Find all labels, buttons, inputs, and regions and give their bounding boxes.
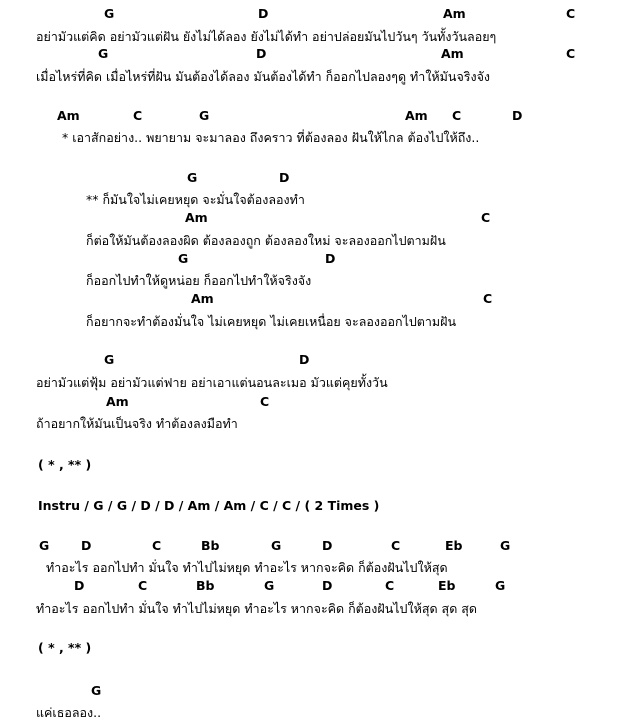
chord: C	[481, 210, 491, 225]
chord: C	[452, 108, 462, 123]
lyric-line: เมื่อไหร่ที่คิด เมื่อไหร่ที่ฝัน มันต้องได้ลอง มันต้องได้ทำ ก็ออกไปลองๆดู ทำให้มันจริงจัง	[36, 69, 491, 84]
chord: Eb	[438, 578, 456, 593]
chord: C	[260, 394, 270, 409]
chord: D	[322, 538, 333, 553]
chord: C	[566, 46, 576, 61]
chord: D	[279, 170, 290, 185]
chord: Bb	[196, 578, 215, 593]
chord: Am	[441, 46, 464, 61]
chord: Bb	[201, 538, 220, 553]
chord: G	[187, 170, 198, 185]
chord: Am	[405, 108, 428, 123]
chord: G	[39, 538, 50, 553]
chord: G	[199, 108, 210, 123]
lyric-line: ทำอะไร ออกไปทำ มั่นใจ ทำไปไม่หยุด ทำอะไร หากจะคิด ก็ต้องฝันไปให้สุด สุด สุด	[36, 601, 478, 616]
chord: D	[299, 352, 310, 367]
lyric-line: ก็ต่อให้มันต้องลองผิด ต้องลองถูก ต้องลองใหม่ จะลองออกไปตามฝัน	[86, 233, 446, 248]
chord: G	[264, 578, 275, 593]
lyric-line: อย่ามัวแต่คิด อย่ามัวแต่ฝัน ยังไม่ได้ลอง ยังไม่ได้ทำ อย่าปล่อยมันไปวันๆ วันทั้งวันลอยๆ	[36, 29, 497, 44]
lyric-line: ก็ออกไปทำให้ดูหน่อย ก็ออกไปทำให้จริงจัง	[86, 273, 312, 288]
chord: C	[138, 578, 148, 593]
lyric-line: * เอาสักอย่าง.. พยายาม จะมาลอง ถึงคราว ที่ต้องลอง ฝันให้ไกล ต้องไปให้ถึง..	[62, 130, 480, 145]
chord: C	[385, 578, 395, 593]
chord: C	[391, 538, 401, 553]
chord: Am	[106, 394, 129, 409]
repeat-label: ( * , ** )	[38, 457, 92, 472]
chord: D	[256, 46, 267, 61]
chord: D	[322, 578, 333, 593]
chord: G	[500, 538, 511, 553]
chord: G	[495, 578, 506, 593]
lyric-line: ** ก็มันใจไม่เคยหยุด จะมั่นใจต้องลองทำ	[86, 192, 305, 207]
lyric-line: อย่ามัวแต่ฟุ้ม อย่ามัวแต่ฟาย อย่าเอาแต่นอนละเมอ มัวแต่คุยทั้งวัน	[36, 375, 388, 390]
chord: D	[74, 578, 85, 593]
lyric-line: แค่เธอลอง..	[36, 705, 102, 720]
chord: C	[133, 108, 143, 123]
lyric-line: ก็อยากจะทำต้องมั่นใจ ไม่เคยหยุด ไม่เคยเหนื่อย จะลองออกไปตามฝัน	[86, 314, 457, 329]
chord: C	[483, 291, 493, 306]
chord: G	[98, 46, 109, 61]
chord: G	[178, 251, 189, 266]
chord: Eb	[445, 538, 463, 553]
chord: G	[104, 6, 115, 21]
lyric-line: ถ้าอยากให้มันเป็นจริง ทำต้องลงมือทำ	[36, 416, 238, 431]
chord: G	[271, 538, 282, 553]
repeat-label: ( * , ** )	[38, 640, 92, 655]
chord: Am	[57, 108, 80, 123]
chord: G	[91, 683, 102, 698]
lyric-line: ทำอะไร ออกไปทำ มั่นใจ ทำไปไม่หยุด ทำอะไร หากจะคิด ก็ต้องฝันไปให้สุด	[46, 560, 448, 575]
chord: G	[104, 352, 115, 367]
chord: Am	[185, 210, 208, 225]
chord: D	[258, 6, 269, 21]
chord: C	[152, 538, 162, 553]
chord: D	[512, 108, 523, 123]
chord: D	[325, 251, 336, 266]
chord: D	[81, 538, 92, 553]
chord: C	[566, 6, 576, 21]
instru-line: Instru / G / G / D / D / Am / Am / C / C / ( 2 Times )	[38, 498, 380, 513]
chord: Am	[443, 6, 466, 21]
chord: Am	[191, 291, 214, 306]
